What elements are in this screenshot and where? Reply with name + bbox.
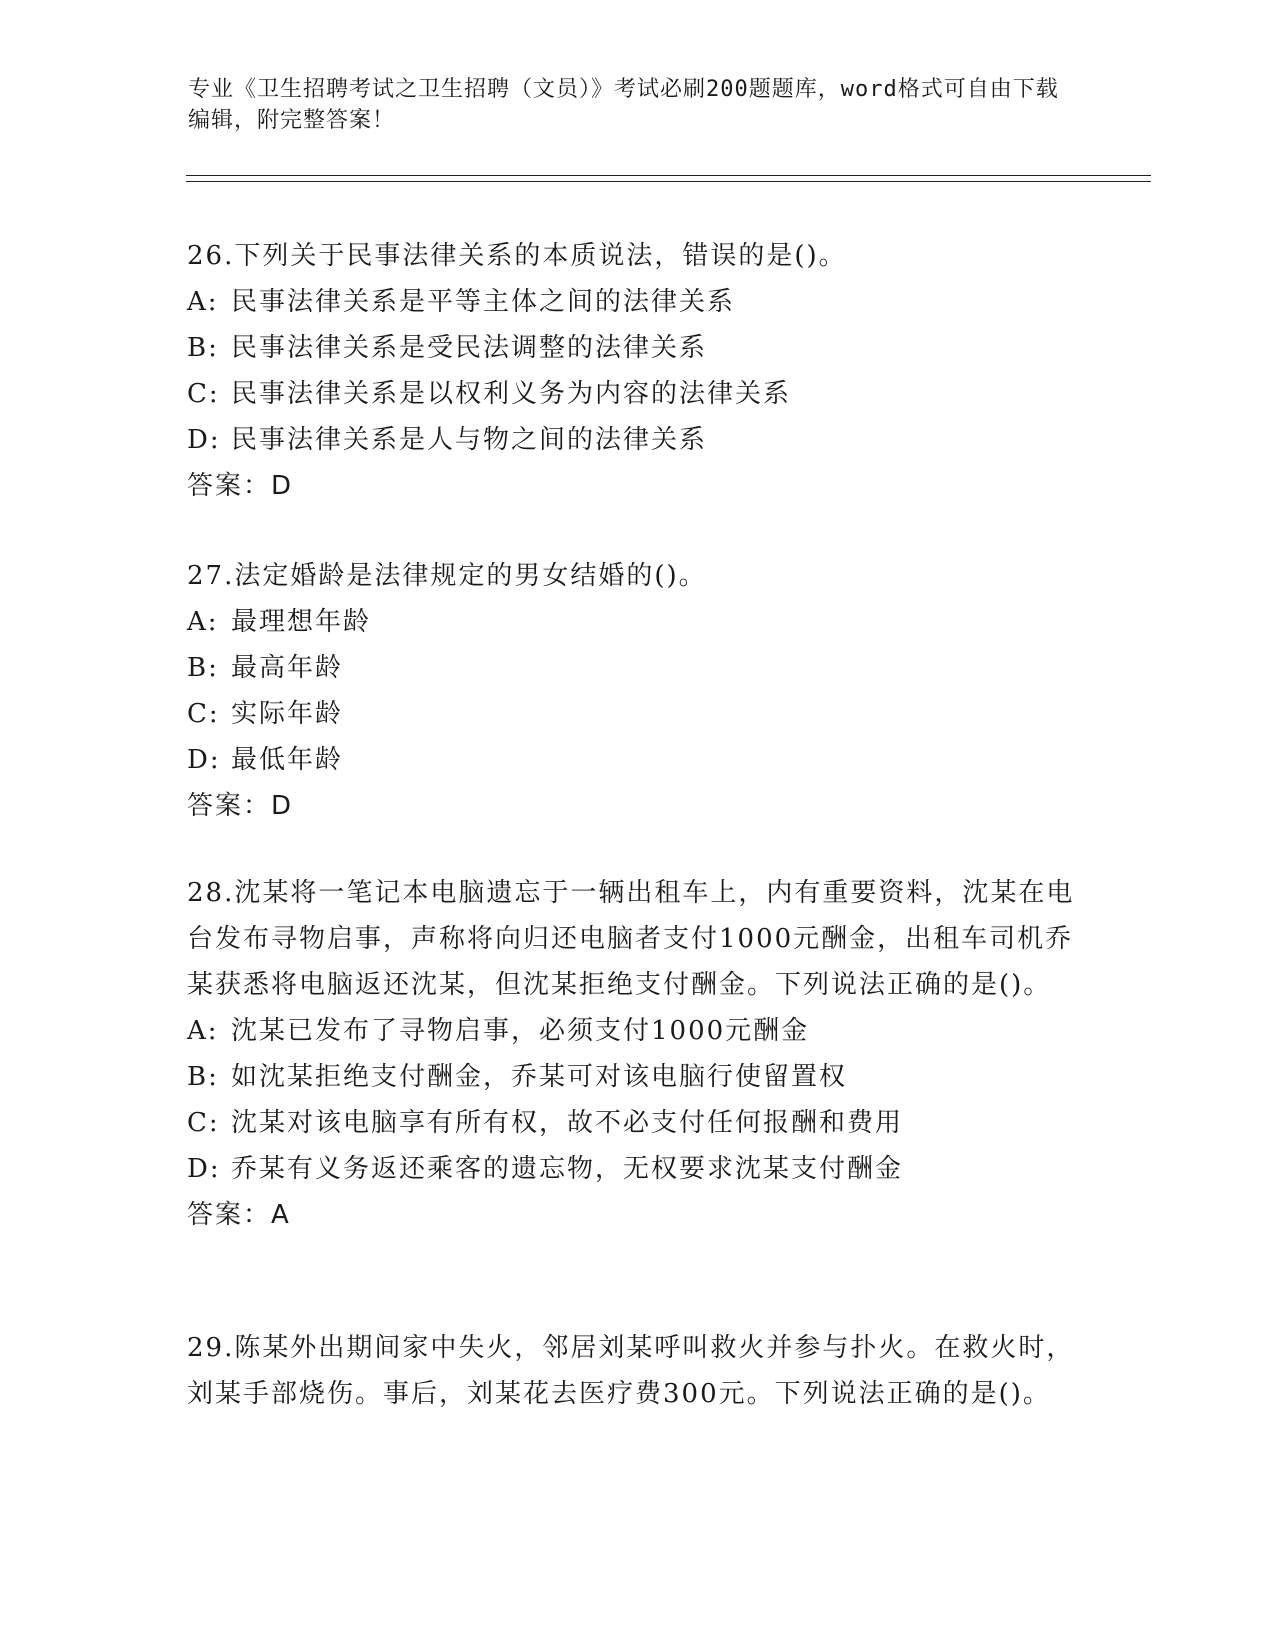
question-29 (187, 1325, 1087, 1417)
option-text: 沈某已发布了寻物启事，必须支付1000元酬金 (231, 1016, 810, 1046)
question-28 (187, 870, 1087, 1238)
option-key: D: (187, 1154, 221, 1184)
option-key: D: (187, 745, 221, 775)
option-key: C: (187, 699, 220, 729)
question-stem: 26.下列关于民事法律关系的本质说法，错误的是()。 (187, 241, 847, 271)
option-text: 最理想年龄 (231, 607, 372, 637)
option-key: C: (187, 1108, 220, 1138)
option-key: B: (187, 653, 219, 683)
option-b (187, 325, 1087, 371)
header-rule-bottom (186, 181, 1151, 182)
option-key: A: (187, 607, 219, 637)
option-text: 民事法律关系是受民法调整的法律关系 (231, 333, 708, 363)
option-b (187, 1054, 1087, 1100)
option-a (187, 279, 1087, 325)
option-text: 如沈某拒绝支付酬金，乔某可对该电脑行使留置权 (231, 1062, 848, 1092)
header-rule-top (186, 175, 1151, 176)
option-text: 民事法律关系是以权利义务为内容的法律关系 (231, 379, 792, 409)
option-key: B: (187, 1062, 219, 1092)
answer-line: 答案：D (187, 471, 294, 501)
option-c (187, 1100, 1087, 1146)
option-text: 实际年龄 (231, 699, 344, 729)
answer-line: 答案：A (187, 1200, 291, 1230)
option-d (187, 417, 1087, 463)
option-text: 最低年龄 (231, 745, 344, 775)
option-text: 最高年龄 (231, 653, 344, 683)
question-stem: 29.陈某外出期间家中失火，邻居刘某呼叫救火并参与扑火。在救火时，刘某手部烧伤。事后，刘某花去医疗费300元。下列说法正确的是()。 (187, 1333, 1075, 1409)
option-key: A: (187, 1016, 219, 1046)
option-key: A: (187, 287, 219, 317)
option-text: 民事法律关系是人与物之间的法律关系 (231, 425, 708, 455)
option-key: D: (187, 425, 221, 455)
option-c (187, 371, 1087, 417)
option-key: C: (187, 379, 220, 409)
question-stem: 27.法定婚龄是法律规定的男女结婚的()。 (187, 561, 707, 591)
option-d (187, 737, 1087, 783)
document-header-intro: 专业《卫生招聘考试之卫生招聘（文员）》考试必刷200题题库，word格式可自由下载编辑，附完整答案！ (188, 77, 1059, 133)
option-text: 沈某对该电脑享有所有权，故不必支付任何报酬和费用 (231, 1108, 904, 1138)
answer-line: 答案：D (187, 791, 294, 821)
option-d (187, 1146, 1087, 1192)
option-text: 乔某有义务返还乘客的遗忘物，无权要求沈某支付酬金 (231, 1154, 904, 1184)
option-text: 民事法律关系是平等主体之间的法律关系 (231, 287, 736, 317)
option-a (187, 599, 1087, 645)
question-26 (187, 233, 1087, 509)
option-b (187, 645, 1087, 691)
question-stem: 28.沈某将一笔记本电脑遗忘于一辆出租车上，内有重要资料，沈某在电台发布寻物启事，声称将向归还电脑者支付1000元酬金，出租车司机乔某获悉将电脑返还沈某，但沈某拒绝支付酬金。下列说法正确的是()。 (187, 878, 1075, 1000)
option-a (187, 1008, 1087, 1054)
option-c (187, 691, 1087, 737)
question-27 (187, 553, 1087, 829)
option-key: B: (187, 333, 219, 363)
